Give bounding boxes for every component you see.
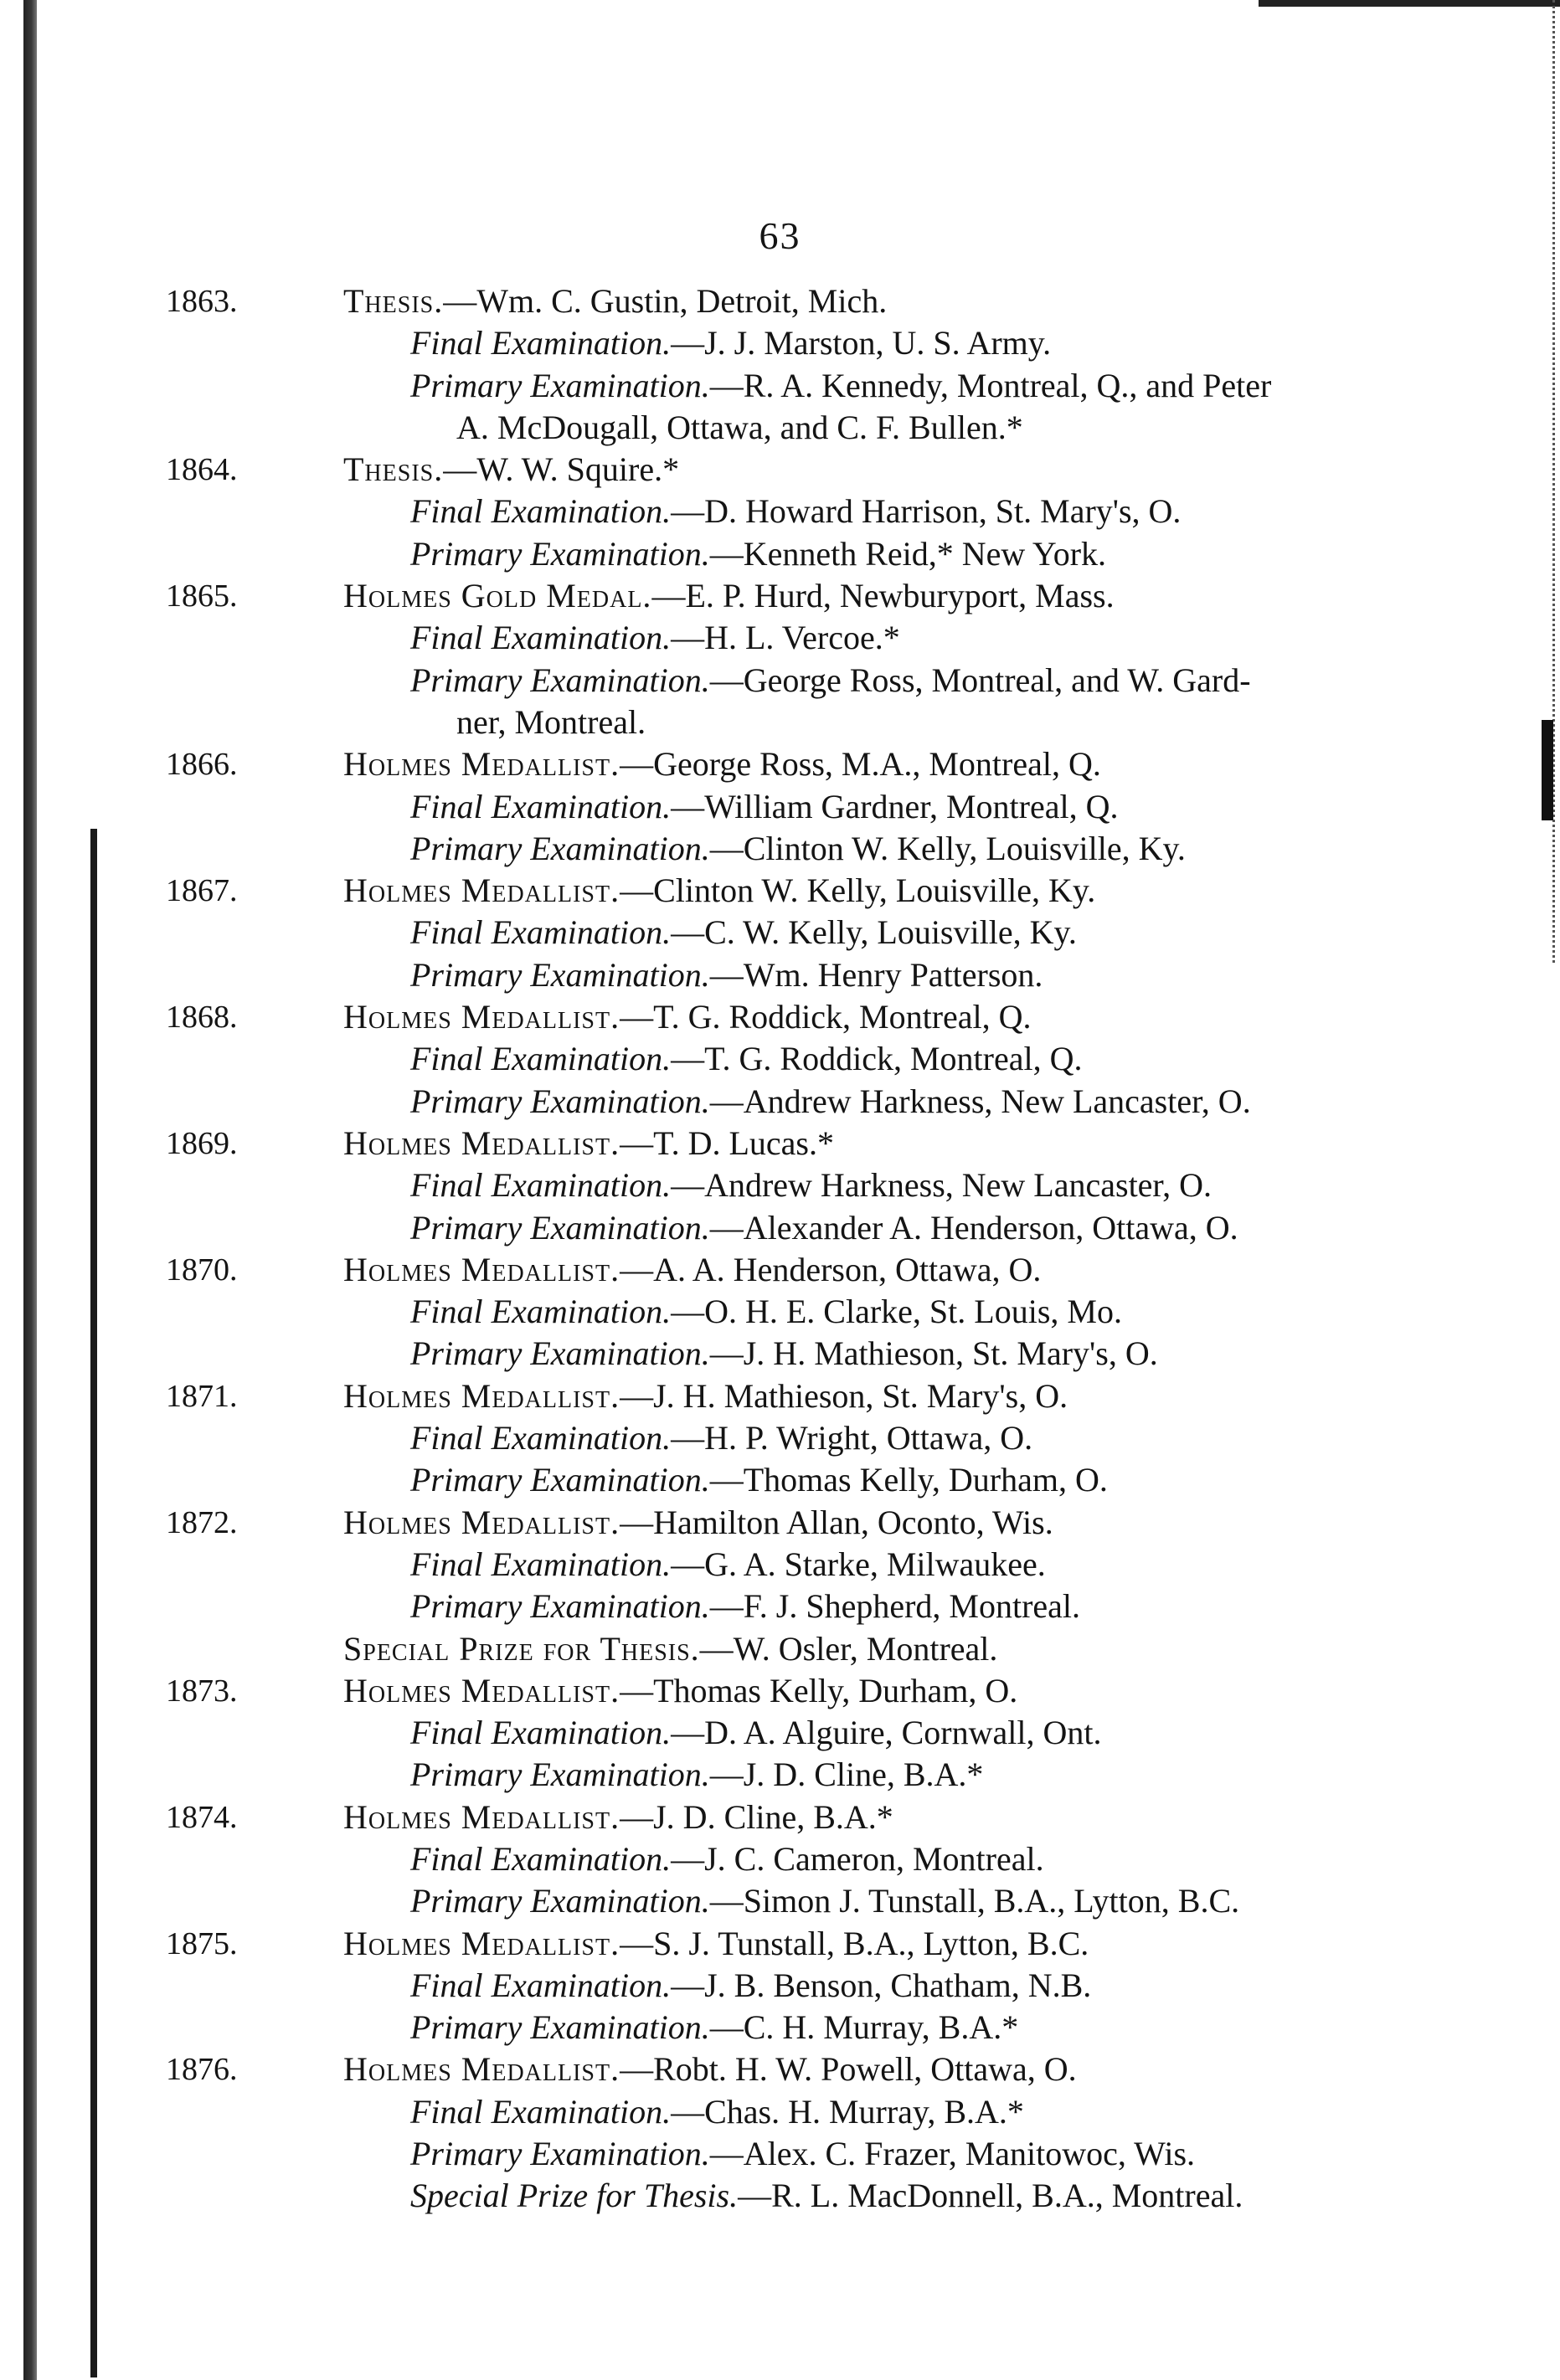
line-content bbox=[234, 702, 1432, 743]
award-label: Holmes Medallist. bbox=[343, 871, 620, 910]
line-content bbox=[234, 1417, 1432, 1459]
exam-label: Final Examination. bbox=[410, 1293, 672, 1331]
line-content bbox=[234, 2133, 1432, 2175]
entry-line bbox=[234, 828, 1432, 870]
entry-year: 1876. bbox=[166, 2052, 238, 2088]
exam-label: Final Examination. bbox=[410, 492, 672, 531]
award-label: Holmes Medallist. bbox=[343, 1376, 620, 1415]
line-content bbox=[234, 743, 1432, 785]
entry-line bbox=[234, 660, 1432, 702]
recipient-text: —W. Osler, Montreal. bbox=[699, 1629, 998, 1668]
year-entry bbox=[166, 1670, 1432, 1797]
line-content bbox=[234, 1123, 1432, 1164]
recipient-text: —H. L. Vercoe.* bbox=[671, 619, 900, 657]
recipient-text: —R. L. MacDonnell, B.A., Montreal. bbox=[738, 2177, 1243, 2215]
line-content bbox=[234, 449, 1432, 491]
line-content bbox=[234, 575, 1432, 617]
entry-line bbox=[234, 1081, 1432, 1123]
recipient-text: —F. J. Shepherd, Montreal. bbox=[709, 1587, 1081, 1626]
award-label: Holmes Medallist. bbox=[343, 1924, 620, 1962]
exam-label: Final Examination. bbox=[410, 1419, 672, 1457]
line-content bbox=[234, 1628, 1432, 1670]
year-entry bbox=[166, 1923, 1432, 2049]
line-content bbox=[234, 996, 1432, 1038]
entry-year: 1872. bbox=[166, 1504, 238, 1540]
line-content bbox=[234, 1164, 1432, 1206]
exam-label: Final Examination. bbox=[410, 2092, 672, 2131]
line-content bbox=[234, 2091, 1432, 2133]
entry-year: 1869. bbox=[166, 1125, 238, 1161]
exam-label: Final Examination. bbox=[410, 1040, 672, 1078]
entry-line bbox=[166, 2048, 1432, 2090]
exam-label: Primary Examination. bbox=[410, 2008, 710, 2047]
entry-line bbox=[234, 1838, 1432, 1880]
entry-line bbox=[234, 2007, 1432, 2048]
entry-line bbox=[234, 1291, 1432, 1333]
entry-line bbox=[234, 1712, 1432, 1754]
entry-line bbox=[166, 1375, 1432, 1417]
entry-line bbox=[234, 1628, 1432, 1670]
entry-line bbox=[166, 575, 1432, 617]
recipient-text: —D. Howard Harrison, St. Mary's, O. bbox=[671, 492, 1182, 531]
recipient-text: —T. G. Roddick, Montreal, Q. bbox=[620, 998, 1032, 1036]
year-entry bbox=[166, 1797, 1432, 1923]
line-content bbox=[234, 1544, 1432, 1586]
award-label: Holmes Medallist. bbox=[343, 1123, 620, 1162]
entry-line bbox=[166, 1923, 1432, 1965]
recipient-text: —Kenneth Reid,* New York. bbox=[709, 534, 1107, 573]
recipient-text: —R. A. Kennedy, Montreal, Q., and Peter bbox=[709, 366, 1272, 404]
exam-label: Primary Examination. bbox=[410, 1334, 710, 1373]
entry-year: 1874. bbox=[166, 1799, 238, 1835]
line-content bbox=[234, 491, 1432, 532]
recipient-text: —A. A. Henderson, Ottawa, O. bbox=[620, 1250, 1042, 1288]
exam-label: Primary Examination. bbox=[410, 1882, 710, 1920]
line-content bbox=[234, 1754, 1432, 1796]
recipient-text: —Thomas Kelly, Durham, O. bbox=[709, 1461, 1108, 1499]
recipient-text: —Alex. C. Frazer, Manitowoc, Wis. bbox=[709, 2135, 1196, 2173]
entry-line bbox=[234, 617, 1432, 659]
recipient-text: —Simon J. Tunstall, B.A., Lytton, B.C. bbox=[709, 1882, 1240, 1920]
line-content bbox=[234, 407, 1432, 449]
exam-label: Primary Examination. bbox=[410, 366, 710, 404]
award-label: Holmes Medallist. bbox=[343, 1250, 620, 1288]
line-content bbox=[234, 533, 1432, 575]
line-content bbox=[234, 1670, 1432, 1712]
recipient-text: —Alexander A. Henderson, Ottawa, O. bbox=[709, 1208, 1238, 1247]
award-label: Holmes Medallist. bbox=[343, 1797, 620, 1836]
recipient-text: —Andrew Harkness, New Lancaster, O. bbox=[709, 1082, 1251, 1120]
recipient-text: —Clinton W. Kelly, Louisville, Ky. bbox=[620, 871, 1096, 910]
award-label: Special Prize for Thesis. bbox=[343, 1629, 700, 1668]
line-content bbox=[234, 2175, 1432, 2217]
entry-line bbox=[166, 1670, 1432, 1712]
entry-year: 1865. bbox=[166, 578, 238, 614]
entry-year: 1864. bbox=[166, 452, 238, 488]
line-content bbox=[234, 1712, 1432, 1754]
page-number: 63 bbox=[759, 214, 801, 257]
award-label: Holmes Medallist. bbox=[343, 998, 620, 1036]
exam-label: Primary Examination. bbox=[410, 1461, 710, 1499]
line-content bbox=[234, 1081, 1432, 1123]
entry-year: 1873. bbox=[166, 1673, 238, 1709]
scan-shadow-line bbox=[90, 829, 97, 2377]
year-entry bbox=[166, 1502, 1432, 1670]
exam-label: Primary Examination. bbox=[410, 1755, 710, 1794]
entry-line bbox=[166, 743, 1432, 785]
entry-year: 1863. bbox=[166, 284, 238, 319]
recipient-text: —D. A. Alguire, Cornwall, Ont. bbox=[671, 1714, 1102, 1752]
recipient-text: ner, Montreal. bbox=[456, 702, 646, 741]
recipient-text: —William Gardner, Montreal, Q. bbox=[671, 787, 1119, 825]
exam-label: Final Examination. bbox=[410, 1839, 672, 1878]
recipient-text: —George Ross, Montreal, and W. Gard- bbox=[709, 661, 1251, 699]
exam-label: Final Examination. bbox=[410, 619, 672, 657]
recipient-text: —C. W. Kelly, Louisville, Ky. bbox=[671, 913, 1077, 952]
scan-right-notch bbox=[1542, 720, 1553, 820]
line-content bbox=[234, 1291, 1432, 1333]
line-content bbox=[234, 912, 1432, 954]
year-entry bbox=[166, 1375, 1432, 1502]
entry-line bbox=[166, 870, 1432, 912]
year-entry bbox=[166, 449, 1432, 575]
recipient-text: —G. A. Starke, Milwaukee. bbox=[671, 1545, 1046, 1583]
line-content bbox=[234, 2048, 1432, 2090]
exam-label: Primary Examination. bbox=[410, 1208, 710, 1247]
entry-line bbox=[166, 1502, 1432, 1544]
exam-label: Final Examination. bbox=[410, 1166, 672, 1205]
year-entry bbox=[166, 1123, 1432, 1249]
line-content bbox=[234, 1923, 1432, 1965]
entry-line bbox=[234, 365, 1432, 407]
award-label: Thesis. bbox=[343, 282, 444, 320]
entry-line bbox=[234, 1207, 1432, 1249]
entry-line bbox=[234, 1164, 1432, 1206]
line-content bbox=[234, 1333, 1432, 1375]
recipient-text: —Wm. C. Gustin, Detroit, Mich. bbox=[443, 282, 888, 320]
year-entry bbox=[166, 2048, 1432, 2217]
line-content bbox=[234, 2007, 1432, 2048]
exam-label: Primary Examination. bbox=[410, 1082, 710, 1120]
entry-line bbox=[166, 996, 1432, 1038]
recipient-text: —Wm. Henry Patterson. bbox=[709, 955, 1043, 994]
entry-year: 1868. bbox=[166, 1000, 238, 1036]
line-content bbox=[234, 954, 1432, 996]
entry-line bbox=[234, 1965, 1432, 2007]
entry-line bbox=[234, 1333, 1432, 1375]
recipient-text: —Chas. H. Murray, B.A.* bbox=[671, 2092, 1024, 2131]
year-entry bbox=[166, 1249, 1432, 1375]
line-content bbox=[234, 1880, 1432, 1922]
entry-year: 1871. bbox=[166, 1378, 238, 1414]
entry-line bbox=[234, 1586, 1432, 1627]
exam-label: Final Examination. bbox=[410, 1714, 672, 1752]
entry-year: 1867. bbox=[166, 873, 238, 909]
entry-line bbox=[234, 1459, 1432, 1501]
recipient-text: —Clinton W. Kelly, Louisville, Ky. bbox=[709, 829, 1186, 867]
award-label: Holmes Medallist. bbox=[343, 745, 620, 784]
entry-year: 1875. bbox=[166, 1925, 238, 1961]
entry-line bbox=[234, 407, 1432, 449]
entry-line bbox=[166, 280, 1432, 322]
exam-label: Final Examination. bbox=[410, 787, 672, 825]
recipient-text: —George Ross, M.A., Montreal, Q. bbox=[620, 745, 1101, 784]
line-content bbox=[234, 1965, 1432, 2007]
entry-line bbox=[234, 1417, 1432, 1459]
exam-label: Primary Examination. bbox=[410, 829, 710, 867]
recipient-text: —J. B. Benson, Chatham, N.B. bbox=[671, 1966, 1092, 2004]
year-entry bbox=[166, 280, 1432, 449]
recipient-text: —J. J. Marston, U. S. Army. bbox=[671, 324, 1052, 362]
year-entry bbox=[166, 870, 1432, 996]
entry-line bbox=[166, 1249, 1432, 1291]
exam-label: Primary Examination. bbox=[410, 1587, 710, 1626]
prize-list bbox=[166, 280, 1432, 2218]
entry-line bbox=[166, 449, 1432, 491]
recipient-text: —J. H. Mathieson, St. Mary's, O. bbox=[709, 1334, 1158, 1373]
recipient-text: —S. J. Tunstall, B.A., Lytton, B.C. bbox=[620, 1924, 1089, 1962]
line-content bbox=[234, 1838, 1432, 1880]
entry-line bbox=[234, 912, 1432, 954]
scan-binding-edge bbox=[23, 0, 37, 2380]
line-content bbox=[234, 1502, 1432, 1544]
line-content bbox=[234, 870, 1432, 912]
recipient-text: —Andrew Harkness, New Lancaster, O. bbox=[671, 1166, 1212, 1205]
exam-label: Primary Examination. bbox=[410, 2135, 710, 2173]
award-label: Thesis. bbox=[343, 450, 444, 489]
award-label: Holmes Gold Medal. bbox=[343, 577, 652, 615]
line-content bbox=[234, 1249, 1432, 1291]
recipient-text: —E. P. Hurd, Newburyport, Mass. bbox=[651, 577, 1115, 615]
entry-line bbox=[234, 1544, 1432, 1586]
recipient-text: —Thomas Kelly, Durham, O. bbox=[620, 1671, 1018, 1709]
line-content bbox=[234, 1797, 1432, 1838]
entry-line bbox=[166, 1797, 1432, 1838]
line-content bbox=[234, 617, 1432, 659]
exam-label: Final Examination. bbox=[410, 1545, 672, 1583]
award-label: Holmes Medallist. bbox=[343, 1671, 620, 1709]
entry-line bbox=[234, 954, 1432, 996]
recipient-text: —J. C. Cameron, Montreal. bbox=[671, 1839, 1044, 1878]
recipient-text: —O. H. E. Clarke, St. Louis, Mo. bbox=[671, 1293, 1122, 1331]
recipient-text: —Hamilton Allan, Oconto, Wis. bbox=[620, 1503, 1053, 1541]
recipient-text: —J. D. Cline, B.A.* bbox=[620, 1797, 893, 1836]
award-label: Holmes Medallist. bbox=[343, 2050, 620, 2089]
entry-line bbox=[234, 322, 1432, 364]
entry-year: 1870. bbox=[166, 1252, 238, 1288]
line-content bbox=[234, 828, 1432, 870]
exam-label: Final Examination. bbox=[410, 1966, 672, 2004]
entry-line bbox=[234, 786, 1432, 828]
exam-label: Final Examination. bbox=[410, 324, 672, 362]
line-content bbox=[234, 1207, 1432, 1249]
recipient-text: —C. H. Murray, B.A.* bbox=[709, 2008, 1019, 2047]
line-content bbox=[234, 280, 1432, 322]
recipient-text: —J. H. Mathieson, St. Mary's, O. bbox=[620, 1376, 1068, 1415]
entry-line bbox=[234, 2133, 1432, 2175]
exam-label: Primary Examination. bbox=[410, 661, 710, 699]
year-entry bbox=[166, 743, 1432, 870]
line-content bbox=[234, 786, 1432, 828]
entry-line bbox=[234, 702, 1432, 743]
recipient-text: —H. P. Wright, Ottawa, O. bbox=[671, 1419, 1033, 1457]
line-content bbox=[234, 1459, 1432, 1501]
recipient-text: —W. W. Squire.* bbox=[443, 450, 680, 489]
entry-line bbox=[234, 2091, 1432, 2133]
entry-line bbox=[234, 1038, 1432, 1080]
exam-label: Special Prize for Thesis. bbox=[410, 2177, 739, 2215]
line-content bbox=[234, 365, 1432, 407]
line-content bbox=[234, 1586, 1432, 1627]
recipient-text: A. McDougall, Ottawa, and C. F. Bullen.* bbox=[456, 408, 1023, 446]
scan-top-edge bbox=[1259, 0, 1560, 7]
recipient-text: —T. G. Roddick, Montreal, Q. bbox=[671, 1040, 1083, 1078]
line-content bbox=[234, 322, 1432, 364]
line-content bbox=[234, 1038, 1432, 1080]
recipient-text: —J. D. Cline, B.A.* bbox=[709, 1755, 984, 1794]
line-content bbox=[234, 660, 1432, 702]
entry-line bbox=[234, 1880, 1432, 1922]
year-entry bbox=[166, 575, 1432, 743]
entry-line bbox=[234, 1754, 1432, 1796]
recipient-text: —T. D. Lucas.* bbox=[620, 1123, 834, 1162]
recipient-text: —Robt. H. W. Powell, Ottawa, O. bbox=[620, 2050, 1077, 2089]
exam-label: Final Examination. bbox=[410, 913, 672, 952]
line-content bbox=[234, 1375, 1432, 1417]
year-entry bbox=[166, 996, 1432, 1123]
entry-line bbox=[234, 491, 1432, 532]
entry-line bbox=[234, 533, 1432, 575]
exam-label: Primary Examination. bbox=[410, 955, 710, 994]
entry-line bbox=[234, 2175, 1432, 2217]
entry-year: 1866. bbox=[166, 747, 238, 783]
award-label: Holmes Medallist. bbox=[343, 1503, 620, 1541]
exam-label: Primary Examination. bbox=[410, 534, 710, 573]
entry-line bbox=[166, 1123, 1432, 1164]
